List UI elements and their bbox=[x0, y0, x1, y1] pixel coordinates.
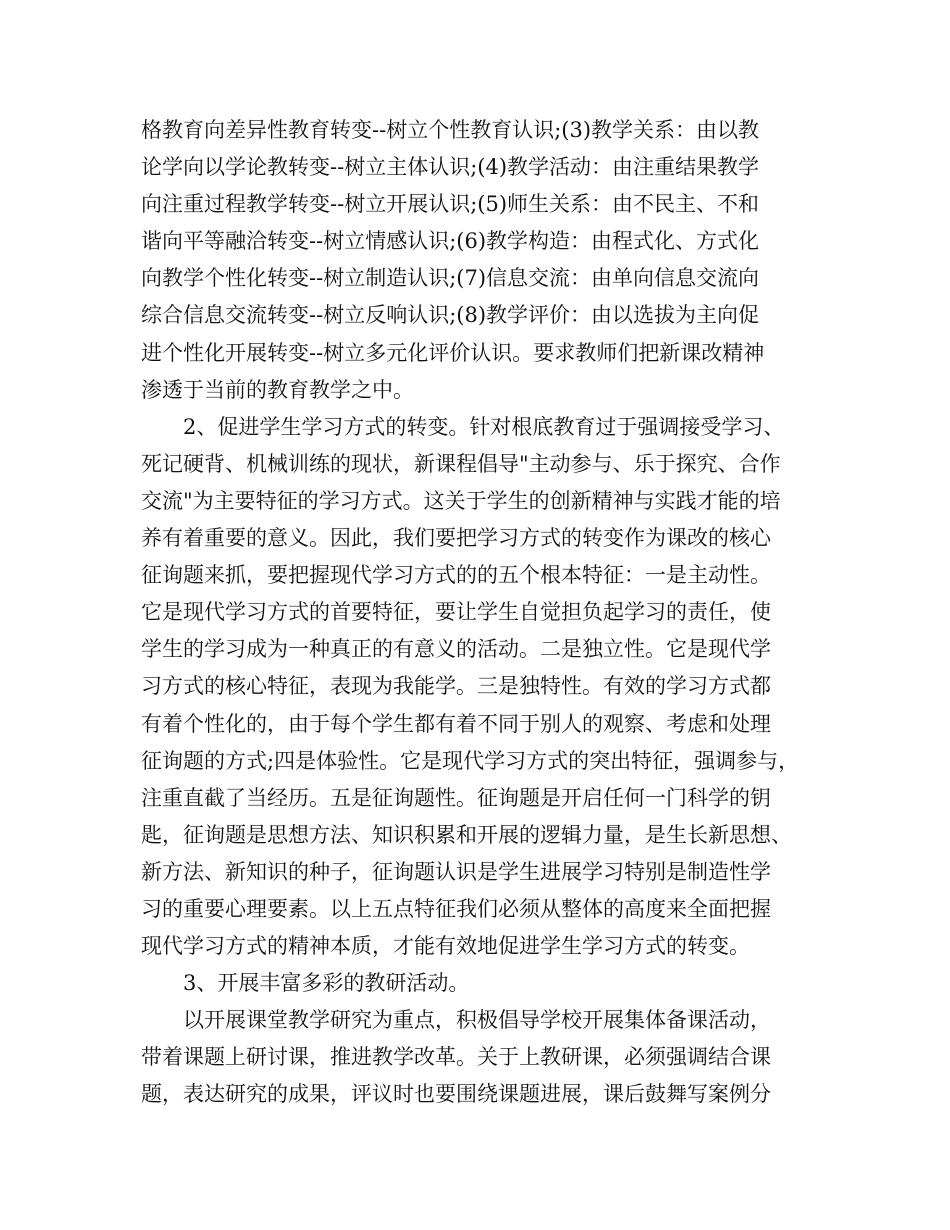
paragraph-4-start: 以开展课堂教学研究为重点，积极倡导学校开展集体备课活动， bbox=[183, 1008, 771, 1033]
text-line: 谐向平等融洽转变--树立情感认识;(6)教学构造：由程式化、方式化 bbox=[141, 229, 760, 254]
paragraph-3-heading: 3、开展丰富多彩的教研活动。 bbox=[183, 971, 470, 996]
text-line: 向教学个性化转变--树立制造认识;(7)信息交流：由单向信息交流向 bbox=[141, 266, 760, 291]
text-line: 进个性化开展转变--树立多元化评价认识。要求教师们把新课改精神 bbox=[141, 340, 765, 365]
text-line: 交流"为主要特征的学习方式。这关于学生的创新精神与实践才能的培 bbox=[141, 488, 781, 513]
text-line: 向注重过程教学转变--树立开展认识;(5)师生关系：由不民主、不和 bbox=[141, 192, 760, 217]
text-line: 格教育向差异性教育转变--树立个性教育认识;(3)教学关系：由以教 bbox=[141, 118, 760, 142]
text-line: 论学向以学论教转变--树立主体认识;(4)教学活动：由注重结果教学 bbox=[141, 155, 760, 180]
paragraph-2-start: 2、促进学生学习方式的转变。针对根底教育过于强调接受学习、 bbox=[183, 414, 785, 439]
text-line: 渗透于当前的教育教学之中。 bbox=[141, 377, 414, 402]
text-line: 养有着重要的意义。因此，我们要把学习方式的转变作为课改的核心 bbox=[141, 526, 771, 551]
text-line: 注重直截了当经历。五是征询题性。征询题是开启任何一门科学的钥 bbox=[141, 785, 771, 810]
text-line: 题，表达研究的成果，评议时也要围绕课题进展，课后鼓舞写案例分 bbox=[141, 1082, 771, 1107]
text-line: 习的重要心理要素。以上五点特征我们必须从整体的高度来全面把握 bbox=[141, 896, 771, 921]
text-line: 有着个性化的，由于每个学生都有着不同于别人的观察、考虑和处理 bbox=[141, 711, 771, 736]
text-line: 现代学习方式的精神本质，才能有效地促进学生学习方式的转变。 bbox=[141, 934, 750, 959]
text-line: 死记硬背、机械训练的现状，新课程倡导"主动参与、乐于探究、合作 bbox=[141, 451, 781, 476]
text-line: 征询题来抓，要把握现代学习方式的的五个根本特征：一是主动性。 bbox=[141, 563, 771, 588]
text-line: 综合信息交流转变--树立反响认识;(8)教学评价：由以选拔为主向促 bbox=[141, 303, 760, 328]
body-text bbox=[141, 112, 831, 1114]
text-line: 带着课题上研讨课，推进教学改革。关于上教研课，必须强调结合课 bbox=[141, 1045, 771, 1070]
text-line: 它是现代学习方式的首要特征，要让学生自觉担负起学习的责任，使 bbox=[141, 600, 771, 625]
text-line: 征询题的方式;四是体验性。它是现代学习方式的突出特征，强调参与， bbox=[141, 748, 800, 773]
text-line: 新方法、新知识的种子，征询题认识是学生进展学习特别是制造性学 bbox=[141, 859, 771, 884]
text-line: 匙，征询题是思想方法、知识积累和开展的逻辑力量，是生长新思想、 bbox=[141, 822, 792, 847]
text-line: 学生的学习成为一种真正的有意义的活动。二是独立性。它是现代学 bbox=[141, 637, 771, 662]
text-line: 习方式的核心特征，表现为我能学。三是独特性。有效的学习方式都 bbox=[141, 674, 771, 699]
